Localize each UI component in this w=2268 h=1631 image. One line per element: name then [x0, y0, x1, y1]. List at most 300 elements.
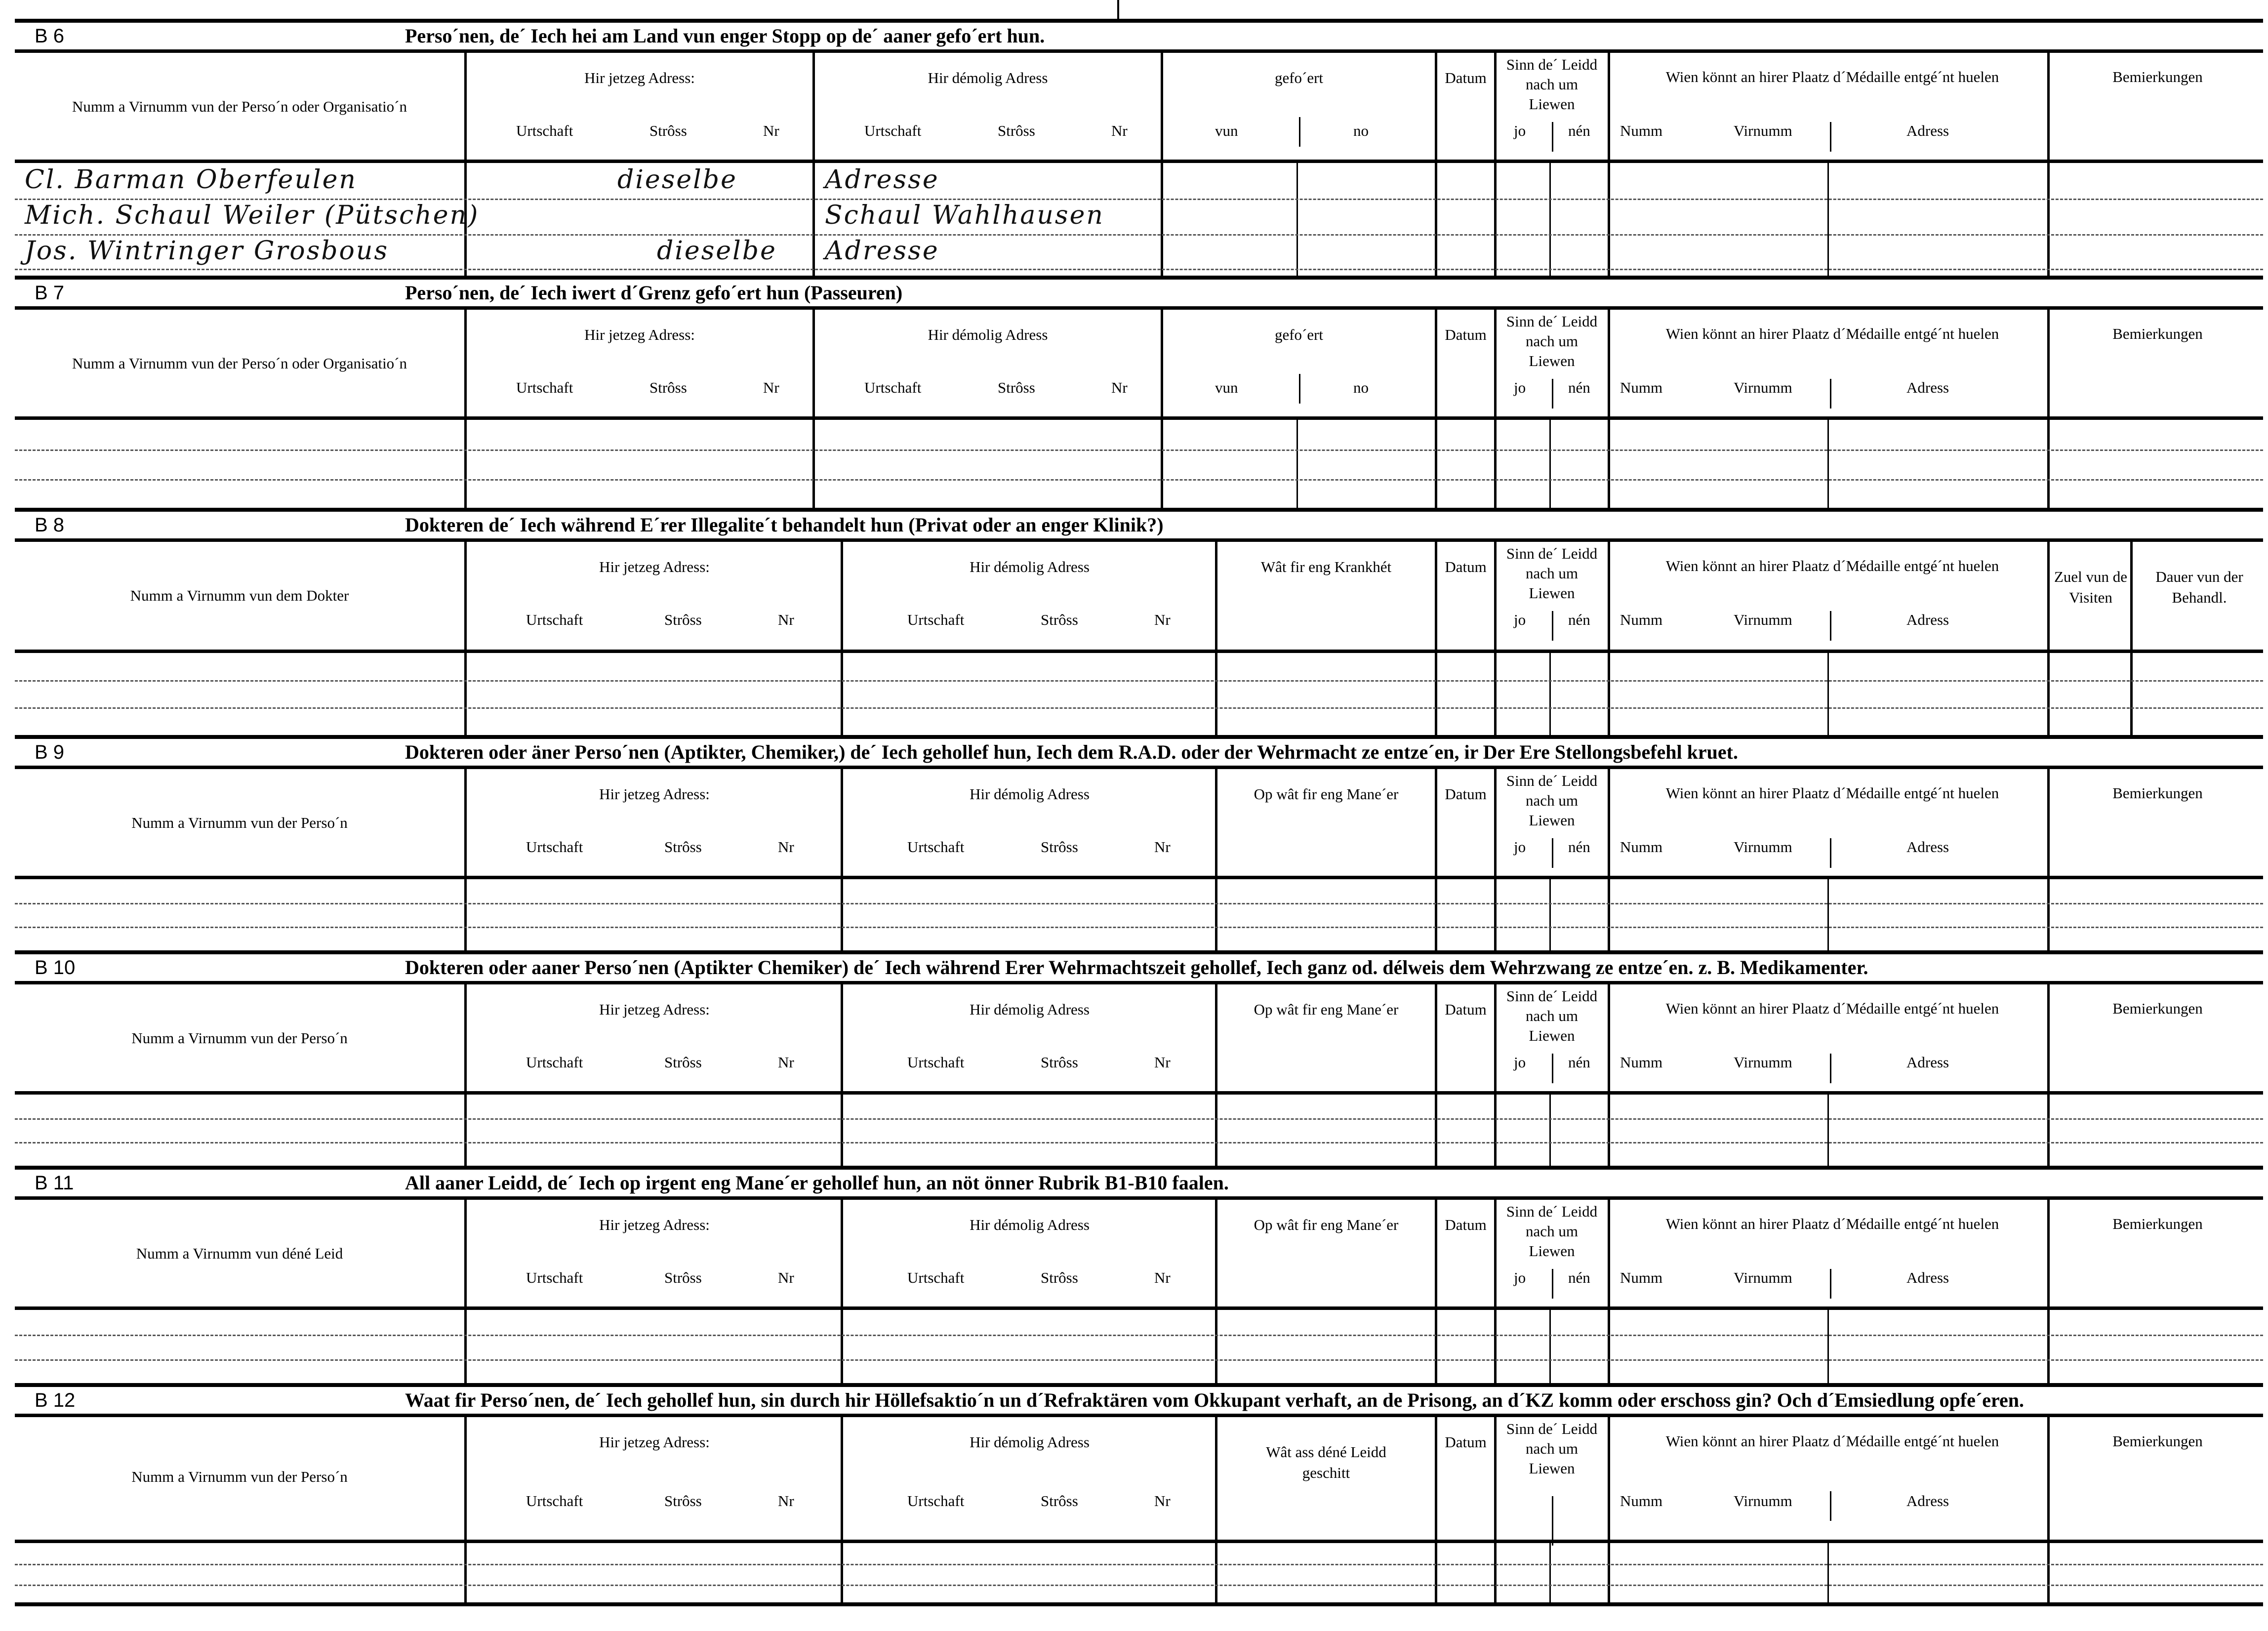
- col-date: [1435, 769, 1494, 876]
- no-label: nén: [1568, 838, 1590, 856]
- from-label: vun: [1215, 122, 1238, 139]
- row-divider: [1296, 420, 1298, 508]
- header-row: [15, 49, 2263, 163]
- address-label: Adress: [1906, 1492, 1949, 1509]
- row-divider: [1549, 1095, 1551, 1166]
- col-visits: [2047, 542, 2130, 650]
- town-label: Urtschaft: [907, 1054, 965, 1071]
- town-label: Urtschaft: [526, 611, 583, 628]
- remarks-label: Bemierkungen: [2112, 784, 2203, 802]
- divider: [1830, 1491, 1831, 1521]
- section-code: B 12: [35, 1389, 76, 1411]
- current-address-label: Hir jetzeg Adress:: [599, 785, 710, 803]
- col-survived: [1494, 984, 1608, 1091]
- row-divider: [1608, 1095, 1610, 1166]
- row-divider: [1435, 879, 1437, 950]
- transported-label: gefo´ert: [1274, 69, 1324, 86]
- address-label: Adress: [1906, 379, 1949, 396]
- manner-label: Op wât fir eng Mane´er: [1254, 1001, 1399, 1018]
- row-divider: [1549, 1310, 1551, 1383]
- row-divider: [1494, 1310, 1497, 1383]
- row-divider: [1494, 163, 1497, 276]
- manner-label: Op wât fir eng Mane´er: [1254, 1216, 1399, 1233]
- col-date: [1435, 53, 1494, 160]
- row-divider: [841, 653, 843, 735]
- handwritten-entry: Mich. Schaul Weiler (Pütschen): [25, 201, 480, 230]
- yes-label: jo: [1514, 1054, 1526, 1071]
- col-date: [1435, 984, 1494, 1091]
- row-divider: [1549, 1543, 1551, 1602]
- section-title: Dokteren de´ Iech während E´rer Illegalite´t behandelt hun (Privat oder an enger Klinik?): [405, 514, 1164, 536]
- row-line: [15, 449, 2263, 451]
- row-line: [15, 1359, 2263, 1361]
- divider: [1299, 374, 1300, 404]
- no-label: nén: [1568, 1269, 1590, 1286]
- col-date: [1435, 1200, 1494, 1306]
- divider: [1830, 1269, 1831, 1299]
- remarks-label: Bemierkungen: [2112, 1000, 2203, 1017]
- col-survived: [1494, 1417, 1608, 1540]
- row-line: [15, 1142, 2263, 1143]
- town-label: Urtschaft: [907, 1492, 965, 1509]
- col-former-address: [812, 53, 1161, 160]
- col-manner: [1215, 769, 1435, 876]
- street-label: Strôss: [998, 379, 1035, 396]
- row-divider: [1608, 163, 1610, 276]
- medal-label: Wien könnt an hirer Plaatz d´Médaille entgé´nt huelen: [1665, 325, 1999, 342]
- name-label: Numm: [1620, 611, 1663, 628]
- row-divider: [1827, 879, 1829, 950]
- current-address-label: Hir jetzeg Adress:: [599, 1001, 710, 1018]
- col-current-address: [464, 53, 812, 160]
- col-current-address: [464, 542, 841, 650]
- street-label: Strôss: [1041, 838, 1078, 856]
- col-remarks: [2047, 310, 2263, 416]
- row-divider: [1435, 420, 1437, 508]
- col-former-address: [841, 1200, 1215, 1306]
- medal-label: Wien könnt an hirer Plaatz d´Médaille entgé´nt huelen: [1665, 784, 1999, 802]
- col-what-happened: [1215, 1417, 1435, 1540]
- col-survived: [1494, 53, 1608, 160]
- col-name: [15, 769, 464, 876]
- number-label: Nr: [1154, 838, 1171, 856]
- medal-label: Wien könnt an hirer Plaatz d´Médaille entgé´nt huelen: [1665, 1215, 1999, 1232]
- medal-label: Wien könnt an hirer Plaatz d´Médaille entgé´nt huelen: [1665, 1000, 1999, 1017]
- col-name-label: Numm a Virnumm vun der Perso´n: [131, 1029, 348, 1047]
- row-divider: [464, 879, 467, 950]
- col-former-address: [841, 1417, 1215, 1540]
- row-line: [15, 1335, 2263, 1336]
- col-medal: [1608, 984, 2047, 1091]
- entry-rows: [15, 420, 2263, 508]
- section-bar: [15, 1383, 2263, 1414]
- divider: [1830, 379, 1831, 408]
- date-label: Datum: [1445, 326, 1487, 343]
- street-label: Strôss: [1041, 1054, 1078, 1071]
- what-happened-label: Wât ass déné Leidd geschitt: [1266, 1443, 1386, 1481]
- col-remarks: [2047, 769, 2263, 876]
- divider: [1299, 117, 1300, 147]
- row-line: [15, 927, 2263, 928]
- row-line: [15, 199, 2263, 200]
- survived-label: Sinn de´ Leidd nach um Liewen: [1506, 1420, 1598, 1477]
- divider: [1830, 611, 1831, 641]
- manner-label: Op wât fir eng Mane´er: [1254, 785, 1399, 803]
- former-address-label: Hir démolig Adress: [970, 1216, 1090, 1233]
- row-divider: [1435, 653, 1437, 735]
- current-address-label: Hir jetzeg Adress:: [584, 326, 695, 343]
- town-label: Urtschaft: [516, 122, 573, 139]
- firstname-label: Virnumm: [1734, 611, 1792, 628]
- top-tick-mark: [1117, 0, 1119, 20]
- section-title: Dokteren oder aaner Perso´nen (Aptikter Chemiker) de´ Iech während Erer Wehrmachtszeit gehollef, Iech ganz od. délweis dem Wehrzwang ze entze´en. z. B. Medikamenter.: [405, 956, 1868, 979]
- number-label: Nr: [1154, 1054, 1171, 1071]
- col-transported: [1161, 310, 1435, 416]
- section-b7: [15, 276, 2263, 508]
- no-label: nén: [1568, 611, 1590, 628]
- row-divider: [464, 1543, 467, 1602]
- remarks-label: Bemierkungen: [2112, 1215, 2203, 1232]
- street-label: Strôss: [998, 122, 1035, 139]
- firstname-label: Virnumm: [1734, 122, 1792, 139]
- number-label: Nr: [1154, 1269, 1171, 1286]
- divider: [1552, 611, 1553, 641]
- row-divider: [841, 1310, 843, 1383]
- row-divider: [841, 1095, 843, 1166]
- town-label: Urtschaft: [526, 838, 583, 856]
- town-label: Urtschaft: [526, 1054, 583, 1071]
- address-label: Adress: [1906, 838, 1949, 856]
- visits-label: Zuel vun de Visiten: [2054, 568, 2128, 606]
- row-divider: [1494, 1095, 1497, 1166]
- row-divider: [1215, 879, 1217, 950]
- row-divider: [1549, 653, 1551, 735]
- section-code: B 9: [35, 741, 65, 763]
- number-label: Nr: [778, 611, 794, 628]
- duration-label: Dauer vun der Behandl.: [2155, 568, 2243, 606]
- former-address-label: Hir démolig Adress: [970, 785, 1090, 803]
- entry-rows: [15, 1543, 2263, 1606]
- row-divider: [1215, 1310, 1217, 1383]
- yes-label: jo: [1514, 838, 1526, 856]
- remarks-label: Bemierkungen: [2112, 325, 2203, 342]
- col-medal: [1608, 1200, 2047, 1306]
- col-manner: [1215, 1200, 1435, 1306]
- number-label: Nr: [778, 1492, 794, 1509]
- col-remarks: [2047, 1200, 2263, 1306]
- row-divider: [2047, 879, 2050, 950]
- row-divider: [1827, 1095, 1829, 1166]
- number-label: Nr: [763, 122, 779, 139]
- col-remarks: [2047, 1417, 2263, 1540]
- name-label: Numm: [1620, 1054, 1663, 1071]
- to-label: no: [1353, 122, 1369, 139]
- current-address-label: Hir jetzeg Adress:: [599, 1216, 710, 1233]
- row-line: [15, 269, 2263, 270]
- section-code: B 8: [35, 514, 65, 536]
- town-label: Urtschaft: [907, 1269, 965, 1286]
- section-b10: [15, 950, 2263, 1166]
- street-label: Strôss: [649, 122, 687, 139]
- handwritten-entry: Adresse: [825, 236, 939, 266]
- col-illness: [1215, 542, 1435, 650]
- name-label: Numm: [1620, 1492, 1663, 1509]
- header-row: [15, 538, 2263, 653]
- town-label: Urtschaft: [526, 1492, 583, 1509]
- divider: [1552, 1496, 1553, 1546]
- former-address-label: Hir démolig Adress: [928, 69, 1048, 86]
- name-label: Numm: [1620, 379, 1663, 396]
- col-current-address: [464, 984, 841, 1091]
- row-line: [15, 903, 2263, 904]
- row-divider: [1215, 1095, 1217, 1166]
- street-label: Strôss: [1041, 611, 1078, 628]
- section-bar: [15, 19, 2263, 49]
- survived-label: Sinn de´ Leidd nach um Liewen: [1506, 772, 1598, 829]
- row-divider: [464, 1095, 467, 1166]
- row-divider: [2047, 420, 2050, 508]
- col-date: [1435, 542, 1494, 650]
- col-current-address: [464, 1417, 841, 1540]
- row-line: [15, 479, 2263, 481]
- header-row: [15, 306, 2263, 420]
- col-date: [1435, 1417, 1494, 1540]
- from-label: vun: [1215, 379, 1238, 396]
- number-label: Nr: [1154, 611, 1171, 628]
- yes-label: jo: [1514, 1269, 1526, 1286]
- divider: [1552, 838, 1553, 868]
- section-b12: [15, 1383, 2263, 1606]
- street-label: Strôss: [1041, 1269, 1078, 1286]
- row-divider: [1296, 163, 1298, 276]
- firstname-label: Virnumm: [1734, 1269, 1792, 1286]
- address-label: Adress: [1906, 122, 1949, 139]
- header-row: [15, 981, 2263, 1095]
- col-manner: [1215, 984, 1435, 1091]
- entry-rows: [15, 1095, 2263, 1166]
- number-label: Nr: [778, 1269, 794, 1286]
- firstname-label: Virnumm: [1734, 838, 1792, 856]
- handwritten-entry: Schaul Wahlhausen: [825, 201, 1104, 230]
- header-row: [15, 1196, 2263, 1310]
- row-divider: [1435, 1095, 1437, 1166]
- row-divider: [464, 1310, 467, 1383]
- col-current-address: [464, 310, 812, 416]
- date-label: Datum: [1445, 785, 1487, 803]
- address-label: Adress: [1906, 611, 1949, 628]
- street-label: Strôss: [1041, 1492, 1078, 1509]
- section-code: B 6: [35, 25, 65, 47]
- divider: [1830, 122, 1831, 152]
- survived-label: Sinn de´ Leidd nach um Liewen: [1506, 1203, 1598, 1260]
- row-line: [15, 1118, 2263, 1120]
- section-bar: [15, 735, 2263, 766]
- row-divider: [1549, 879, 1551, 950]
- col-survived: [1494, 542, 1608, 650]
- former-address-label: Hir démolig Adress: [970, 1001, 1090, 1018]
- row-divider: [1494, 1543, 1497, 1602]
- header-row: [15, 1414, 2263, 1543]
- date-label: Datum: [1445, 1001, 1487, 1018]
- col-name-label: Numm a Virnumm vun der Perso´n: [131, 1468, 348, 1485]
- col-medal: [1608, 769, 2047, 876]
- col-name: [15, 310, 464, 416]
- row-divider: [464, 420, 467, 508]
- date-label: Datum: [1445, 1216, 1487, 1233]
- current-address-label: Hir jetzeg Adress:: [599, 1433, 710, 1451]
- row-divider: [1435, 163, 1437, 276]
- col-former-address: [812, 310, 1161, 416]
- row-divider: [1608, 1310, 1610, 1383]
- col-current-address: [464, 1200, 841, 1306]
- col-date: [1435, 310, 1494, 416]
- row-divider: [1494, 653, 1497, 735]
- row-divider: [2047, 1543, 2050, 1602]
- row-divider: [1608, 879, 1610, 950]
- col-current-address: [464, 769, 841, 876]
- col-name: [15, 1200, 464, 1306]
- handwritten-entry: Cl. Barman Oberfeulen: [25, 165, 357, 195]
- section-b9: [15, 735, 2263, 950]
- row-divider: [1215, 1543, 1217, 1602]
- number-label: Nr: [1111, 379, 1128, 396]
- entry-rows: [15, 653, 2263, 735]
- medal-label: Wien könnt an hirer Plaatz d´Médaille entgé´nt huelen: [1665, 68, 1999, 85]
- address-label: Adress: [1906, 1269, 1949, 1286]
- section-title: Dokteren oder äner Perso´nen (Aptikter, Chemiker,) de´ Iech gehollef hun, Iech dem R.A.D. oder der Wehrmacht ze entze´en, ir Der Ere Stellongsbefehl kruet.: [405, 741, 1738, 763]
- section-bar: [15, 1166, 2263, 1196]
- divider: [1552, 122, 1553, 152]
- section-bar: [15, 950, 2263, 981]
- town-label: Urtschaft: [907, 838, 965, 856]
- medal-label: Wien könnt an hirer Plaatz d´Médaille entgé´nt huelen: [1665, 1432, 1999, 1450]
- handwritten-entry: Jos. Wintringer Grosbous: [25, 236, 389, 266]
- col-name: [15, 1417, 464, 1540]
- row-divider: [2047, 163, 2050, 276]
- row-divider: [1608, 653, 1610, 735]
- col-medal: [1608, 310, 2047, 416]
- town-label: Urtschaft: [907, 611, 965, 628]
- former-address-label: Hir démolig Adress: [970, 1433, 1090, 1451]
- transported-label: gefo´ert: [1274, 326, 1324, 343]
- col-name: [15, 542, 464, 650]
- section-code: B 7: [35, 282, 65, 304]
- medal-label: Wien könnt an hirer Plaatz d´Médaille entgé´nt huelen: [1665, 557, 1999, 574]
- yes-label: jo: [1514, 122, 1526, 139]
- col-name-label: Numm a Virnumm vun der Perso´n oder Organisatio´n: [72, 98, 407, 115]
- col-name-label: Numm a Virnumm vun déné Leid: [136, 1245, 343, 1262]
- col-name-label: Numm a Virnumm vun dem Dokter: [130, 587, 349, 604]
- row-divider: [1608, 420, 1610, 508]
- firstname-label: Virnumm: [1734, 1492, 1792, 1509]
- row-divider: [2047, 1310, 2050, 1383]
- col-medal: [1608, 53, 2047, 160]
- row-line: [15, 234, 2263, 236]
- name-label: Numm: [1620, 122, 1663, 139]
- row-line: [15, 707, 2263, 709]
- row-line: [15, 1564, 2263, 1565]
- row-line: [15, 1585, 2263, 1586]
- row-divider: [1161, 163, 1163, 276]
- row-divider: [841, 879, 843, 950]
- col-name-label: Numm a Virnumm vun der Perso´n: [131, 814, 348, 831]
- entry-rows: [15, 879, 2263, 950]
- no-label: nén: [1568, 1054, 1590, 1071]
- section-title: Perso´nen, de´ Iech iwert d´Grenz gefo´ert hun (Passeuren): [405, 282, 903, 304]
- col-former-address: [841, 984, 1215, 1091]
- date-label: Datum: [1445, 558, 1487, 575]
- date-label: Datum: [1445, 1433, 1487, 1451]
- section-bar: [15, 276, 2263, 306]
- col-remarks: [2047, 984, 2263, 1091]
- col-remarks: [2047, 53, 2263, 160]
- no-label: nén: [1568, 122, 1590, 139]
- col-survived: [1494, 769, 1608, 876]
- firstname-label: Virnumm: [1734, 379, 1792, 396]
- to-label: no: [1353, 379, 1369, 396]
- town-label: Urtschaft: [526, 1269, 583, 1286]
- section-title: Waat fir Perso´nen, de´ Iech gehollef hun, sin durch hir Höllefsaktio´n un d´Refraktären vom Okkupant verhaft, an de Prisong, an d´KZ komm oder erschoss gin? Och d´Emsiedlung opfe´eren.: [405, 1389, 2024, 1411]
- handwritten-entry: Adresse: [825, 165, 939, 195]
- row-divider: [2047, 1095, 2050, 1166]
- section-title: All aaner Leidd, de´ Iech op irgent eng Mane´er gehollef hun, an nöt önner Rubrik B1-B10 faalen.: [405, 1172, 1229, 1194]
- address-label: Adress: [1906, 1054, 1949, 1071]
- current-address-label: Hir jetzeg Adress:: [584, 69, 695, 86]
- number-label: Nr: [778, 1054, 794, 1071]
- remarks-label: Bemierkungen: [2112, 1432, 2203, 1450]
- header-row: [15, 766, 2263, 879]
- number-label: Nr: [1154, 1492, 1171, 1509]
- row-divider: [1494, 420, 1497, 508]
- entry-rows: [15, 163, 2263, 276]
- col-medal: [1608, 542, 2047, 650]
- survived-label: Sinn de´ Leidd nach um Liewen: [1506, 545, 1598, 602]
- firstname-label: Virnumm: [1734, 1054, 1792, 1071]
- row-divider: [1827, 653, 1829, 735]
- number-label: Nr: [1111, 122, 1128, 139]
- row-divider: [1435, 1310, 1437, 1383]
- row-divider: [1549, 420, 1551, 508]
- row-divider: [812, 420, 815, 508]
- col-name: [15, 53, 464, 160]
- col-name-label: Numm a Virnumm vun der Perso´n oder Organisatio´n: [72, 355, 407, 372]
- row-divider: [1827, 163, 1829, 276]
- street-label: Strôss: [664, 838, 702, 856]
- row-divider: [841, 1543, 843, 1602]
- col-survived: [1494, 1200, 1608, 1306]
- col-duration: [2130, 542, 2263, 650]
- row-divider: [812, 163, 815, 276]
- remarks-label: Bemierkungen: [2112, 68, 2203, 85]
- section-title: Perso´nen, de´ Iech hei am Land vun enger Stopp op de´ aaner gefo´ert hun.: [405, 25, 1045, 47]
- row-line: [15, 680, 2263, 682]
- col-medal: [1608, 1417, 2047, 1540]
- street-label: Strôss: [664, 1492, 702, 1509]
- divider: [1830, 1054, 1831, 1083]
- date-label: Datum: [1445, 69, 1487, 86]
- col-former-address: [841, 542, 1215, 650]
- row-divider: [2130, 653, 2133, 735]
- yes-label: jo: [1514, 611, 1526, 628]
- col-former-address: [841, 769, 1215, 876]
- town-label: Urtschaft: [864, 122, 922, 139]
- yes-label: jo: [1514, 379, 1526, 396]
- divider: [1552, 1269, 1553, 1299]
- name-label: Numm: [1620, 838, 1663, 856]
- section-b6: [15, 19, 2263, 276]
- section-b8: [15, 508, 2263, 735]
- col-transported: [1161, 53, 1435, 160]
